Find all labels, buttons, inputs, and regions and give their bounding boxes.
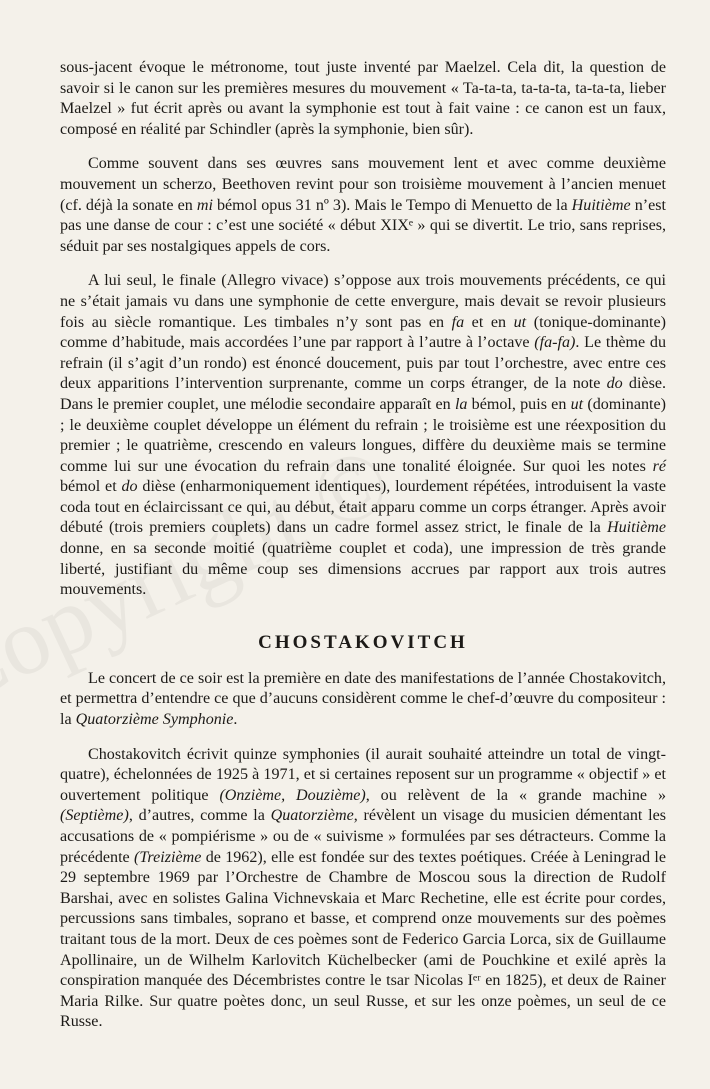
paragraph-symphonies: Chostakovitch écrivit quinze symphonies (il aurait souhaité atteindre un total de vingt-quatre), échelonnées de 1925 à 1971, et si certaines reposent sur un programme « objectif » et ouvertement politique (Onzième, Douzième), ou relèvent de la « grande machine » (Septième), d’autres, comme la Quatorzième, révèlent un visage du musicien démentant les accusations de « pompiérisme » ou de « suivisme » formulées par ses détracteurs. Comme la précédente (Treizième de 1962), elle est fondée sur des textes poétiques. Créée à Leningrad le 29 septembre 1969 par l’Orchestre de Chambre de Moscou sous la direction de Rudolf Barshai, avec en solistes Galina Vichnevskaia et Marc Rechetine, elle est écrite pour cordes, percussions sans timbales, soprano et basse, et comprend onze mouvements sur des poèmes traitant tous de la mort. Deux de ces poèmes sont de Federico Garcia Lorca, six de Guillaume Apollinaire, un de Wilhelm Karlovitch Küchelbecker (ami de Pouchkine et exilé après la conspiration manquée des Décembristes contre le tsar Nicolas Iᵉʳ en 1825), et deux de Rainer Maria Rilke. Sur quatre poètes donc, un seul Russe, et sur les onze poèmes, un seul de ce Russe. — [60, 745, 667, 1031]
paragraph-metronome: sous-jacent évoque le métronome, tout juste inventé par Maelzel. Cela dit, la question de savoir si le canon sur les premières mesures du mouvement « Ta-ta-ta, ta-ta-ta, ta-ta-ta, lieber Maelzel » fut écrit après ou avant la symphonie est tout à fait vaine : ce canon est un faux, composé en réalité par Schindler (après la symphonie, bien sûr). — [60, 59, 666, 138]
section-heading: CHOSTAKOVITCH — [258, 631, 468, 653]
paragraph-menuet: Comme souvent dans ses œuvres sans mouvement lent et avec comme deuxième mouvement un scherzo, Beethoven revint pour son troisième mouvement à l’ancien menuet (cf. déjà la sonate en mi bémol opus 31 nº 3). Mais le Tempo di Menuetto de la Huitième n’est pas une danse de cour : c’est une société « début XIXᵉ » qui se divertit. Le trio, sans reprises, séduit par ses nostalgiques appels de cors. — [60, 155, 666, 255]
text-column — [60, 58, 666, 1033]
paragraph-finale: A lui seul, le finale (Allegro vivace) s’oppose aux trois mouvements précédents, ce qui ne s’était jamais vu dans une symphonie de cette envergure, mais devait se revoir plusieurs fois au siècle romantique. Les timbales n’y sont pas en fa et en ut (tonique-dominante) comme d’habitude, mais accordées l’une par rapport à l’autre à l’octave (fa-fa). Le thème du refrain (il s’agit d’un rondo) est énoncé doucement, puis par tout l’orchestre, avec entre ces deux apparitions l’intervention surprenante, comme un corps étranger, de la note do dièse. Dans le premier couplet, une mélodie secondaire apparaît en la bémol, puis en ut (dominante) ; le deuxième couplet développe un élément du refrain ; le troisième est une réexposition du premier ; le quatrième, crescendo en valeurs longues, diffère du deuxième mais se termine comme lui sur une évocation du refrain dans une tonalité éloignée. Sur quoi les notes ré bémol et do dièse (enharmoniquement identiques), lourdement répétées, introduisent la vaste coda tout en éclaircissant ce qui, au début, était apparu comme un corps étranger. Après avoir débuté (trois premiers couplets) dans un cadre formel assez strict, le finale de la Huitième donne, en sa seconde moitié (quatrième couplet et coda), une impression de très grande liberté, justifiant du même coup ses dimensions accrues par rapport aux trois autres mouvements. — [60, 272, 667, 599]
paragraph-concert: Le concert de ce soir est la première en date des manifestations de l’année Chostakovitch, et permettra d’entendre ce que d’aucuns considèrent comme le chef-d’œuvre du compositeur : la Quatorzième Symphonie. — [60, 669, 666, 729]
